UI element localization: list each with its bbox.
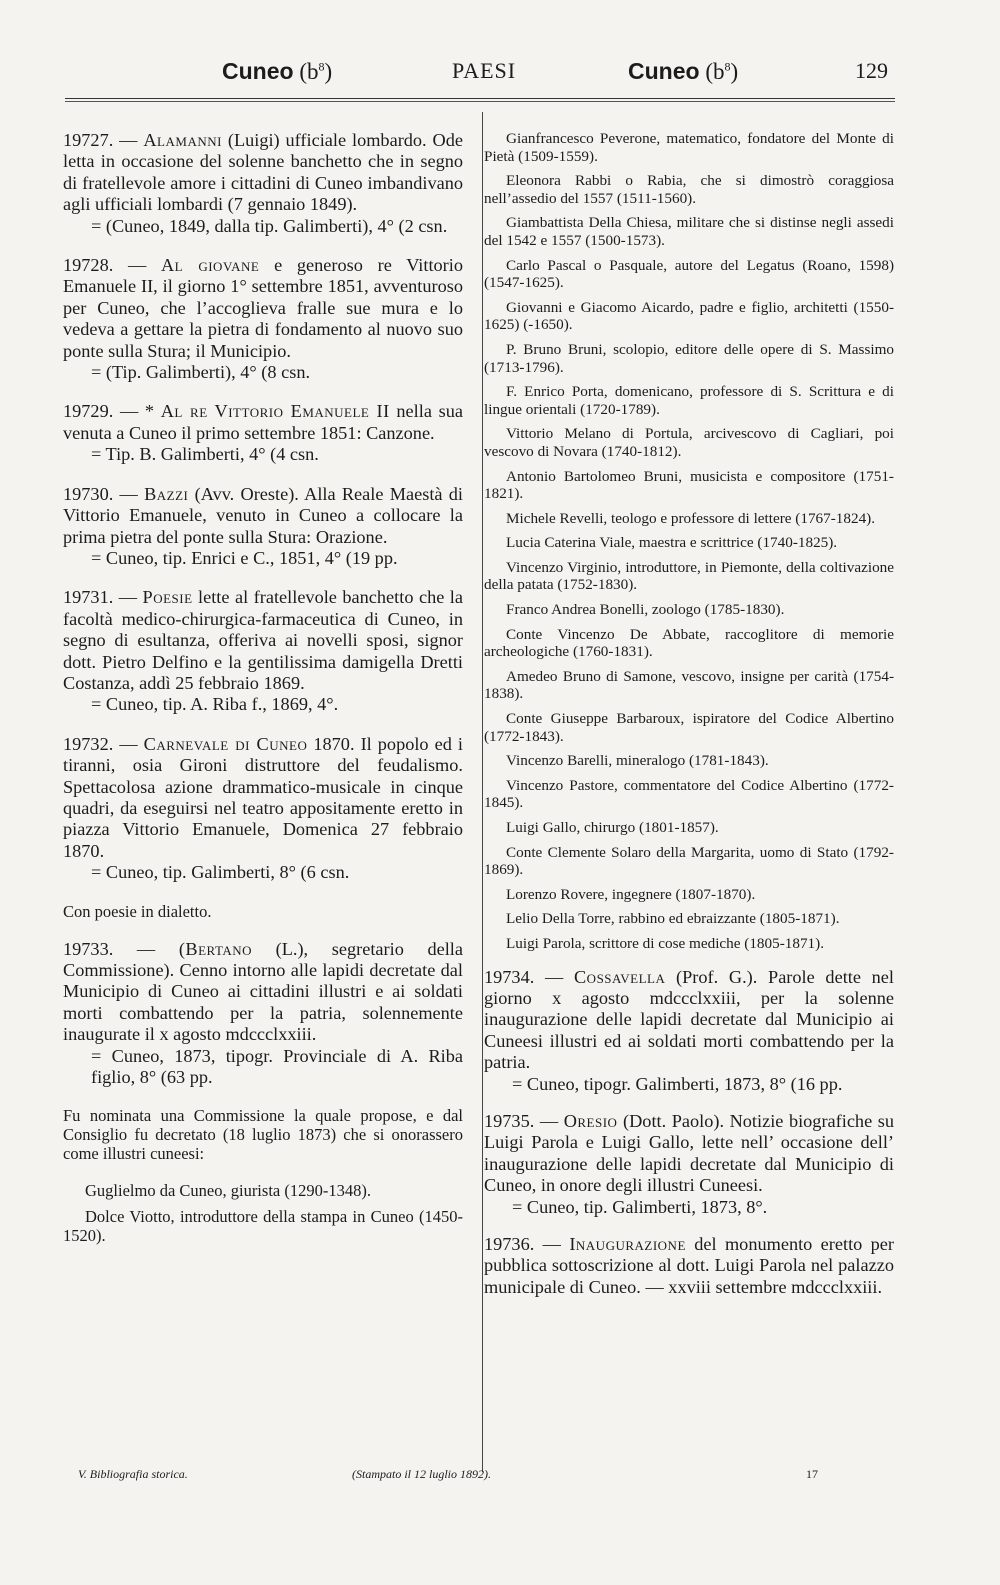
bio-item: Giovanni e Giacomo Aicardo, padre e figlio, architetti (1550-1625) (-1650). <box>484 298 894 334</box>
bio-item: Luigi Gallo, chirurgo (1801-1857). <box>506 819 719 836</box>
right-column <box>484 130 894 1314</box>
bio-item: Vincenzo Pastore, commentatore del Codice Albertino (1772-1845). <box>484 776 894 812</box>
entry: 19730. — Bazzi (Avv. Oreste). Alla Reale Maestà di Vittorio Emanuele, venuto in Cuneo a collocare la prima pietra del ponte sulla Stura: Orazione. = Cuneo, tip. Enrici e C., 1851, 4° (19 pp. <box>63 483 464 568</box>
entry-number: 19731. <box>63 587 114 608</box>
entry-text: (L.), segretario della Commissione). Cenno intorno alle lapidi decretate dal Municipio di Cuneo ai cittadini illustri e ai soldati morti combattendo per la patria, solennemente inaugurate il x agosto mdccclxxiii. <box>63 938 463 1045</box>
entry: 19728. — Al giovane e generoso re Vittorio Emanuele II, il giorno 1° settembre 1851, avventuroso per Cuneo, che l’accoglieva fralle sue mura e lo vedeva a gettare la pietra di fondamento al nuovo suo ponte sulla Stura; il Municipio. = (Tip. Galimberti), 4° (8 csn. <box>63 255 463 383</box>
header-center: PAESI <box>452 58 517 83</box>
footer-signature: 17 <box>806 1467 818 1481</box>
bio-item: Guglielmo da Cuneo, giurista (1290-1348). <box>85 1181 371 1201</box>
header-left: Cuneo $(b^8)$ <box>222 58 333 84</box>
entry-19733: 19733. — (Bertano (L.), segretario della Commissione). Cenno intorno alle lapidi decretate dal Municipio di Cuneo ai cittadini illustri e ai soldati morti combattendo per la patria, solennemente inaugurate il x agosto mdccclxxiii. = Cuneo, 1873, tipogr. Provinciale di A. Riba figlio, 8° (63 pp. <box>63 938 463 1088</box>
entry-text: e generoso re Vittorio Emanuele II, il giorno 1° settembre 1851, avventuroso per Cuneo, che l’accoglieva fralle sue mura e lo vedeva a gettare la pietra di fondamento al nuovo suo ponte sulla Stura; il Municipio. <box>63 255 463 361</box>
header-rule <box>65 98 895 99</box>
entry-imprint: = Tip. B. Galimberti, 4° (4 csn. <box>91 444 319 465</box>
bio-item: Vincenzo Virginio, introduttore, in Piemonte, della coltivazione della patata (1752-1830). <box>484 558 894 594</box>
entry-text: (Luigi) ufficiale lombardo. Ode letta in occasione del solenne banchetto che in segno di fratellevole amore i cittadini di Cuneo imbandivano agli ufficiali lombardi (7 gennaio 1849). <box>63 130 463 215</box>
entry-number: 19734. <box>484 966 535 987</box>
entry-number: 19732. <box>63 733 114 754</box>
entry-text: lette al fratellevole banchetto che la facoltà medico-chirurgica-farmaceutica di Cuneo, in segno di esultanza, offeriva ai novelli sposi, signor dott. Pietro Delfino e la gentilissima damigella Dretti Costanza, addì 25 febbraio 1869. <box>63 587 464 693</box>
bio-item: Conte Giuseppe Barbaroux, ispiratore del Codice Albertino (1772-1843). <box>484 710 894 745</box>
entry: 19727. — Alamanni (Luigi) ufficiale lombardo. Ode letta in occasione del solenne banchetto che in segno di fratellevole amore i cittadini di Cuneo imbandivano agli ufficiali lombardi (7 gennaio 1849). = (Cuneo, 1849, dalla tip. Galimberti), 4° (2 csn. <box>63 130 463 236</box>
column-divider <box>482 112 483 1472</box>
entry-text: nella sua venuta a Cuneo il primo settembre 1851: Canzone. <box>63 401 463 443</box>
bio-item: Franco Andrea Bonelli, zoologo (1785-1830). <box>506 601 785 619</box>
left-entries <box>63 130 463 884</box>
entry-heading: (Bertano <box>178 938 253 959</box>
entry-text: 1870. Il popolo ed i tiranni, osia Gironi distruttore del feudalismo. Spettacolosa azione drammatico-musicale in cinque quadri, da eseguirsi nel teatro appositamente eretto in piazza Vittorio Emanuele, Domenica 27 febbraio 1870. <box>63 733 463 861</box>
bio-item: Conte Vincenzo De Abbate, raccoglitore di memorie archeologiche (1760-1831). <box>484 625 894 661</box>
entry: 19735. — Oresio (Dott. Paolo). Notizie biografiche su Luigi Parola e Luigi Gallo, lette nell’ occasione dell’ inaugurazione delle lapidi decretate dal Municipio di Cuneo, in onore degli illustri Cuneesi. = Cuneo, tip. Galimberti, 1873, 8°. <box>484 1111 894 1217</box>
entry-imprint: = Cuneo, tip. A. Riba f., 1869, 4°. <box>91 694 339 715</box>
left-column <box>63 130 463 1252</box>
entry: 19732. — Carnevale di Cuneo 1870. Il popolo ed i tiranni, osia Gironi distruttore del feudalismo. Spettacolosa azione drammatico-musicale in cinque quadri, da eseguirsi nel teatro appositamente eretto in piazza Vittorio Emanuele, Domenica 27 febbraio 1870. = Cuneo, tip. Galimberti, 8° (6 csn. <box>63 733 463 883</box>
entry-heading: Bazzi <box>144 483 189 504</box>
bio-item: Vittorio Melano di Portula, arcivescovo di Cagliari, poi vescovo di Novara (1740-1812). <box>484 425 894 460</box>
bio-item: Michele Revelli, teologo e professore di lettere (1767-1824). <box>506 509 876 527</box>
entry-heading: Inaugurazione <box>569 1234 686 1255</box>
entry-heading: Al giovane <box>160 255 260 276</box>
right-entries <box>484 967 894 1299</box>
bio-item: Giambattista Della Chiesa, militare che si distinse negli assedi del 1542 e 1557 (1500-1573). <box>484 214 894 249</box>
entry-imprint: = Cuneo, 1873, tipogr. Provinciale di A. Riba figlio, 8° (63 pp. <box>91 1045 463 1088</box>
entry-heading: * Al re Vittorio Emanuele II <box>144 401 390 422</box>
footer-center: (Stampato il 12 luglio 1892). <box>352 1467 491 1481</box>
entry-imprint: = Cuneo, tip. Enrici e C., 1851, 4° (19 pp. <box>91 547 398 568</box>
entry-imprint: = Cuneo, tipogr. Galimberti, 1873, 8° (16 pp. <box>512 1073 843 1094</box>
bio-item: Vincenzo Barelli, mineralogo (1781-1843). <box>506 752 769 770</box>
bio-item: Luigi Parola, scrittore di cose mediche (1805-1871). <box>506 934 825 952</box>
entry-imprint: = (Tip. Galimberti), 4° (8 csn. <box>91 362 311 383</box>
bio-item: Conte Clemente Solaro della Margarita, uomo di Stato (1792-1869). <box>484 843 894 879</box>
entry-number: 19735. <box>484 1111 535 1131</box>
entry: 19734. — Cossavella (Prof. G.). Parole dette nel giorno x agosto mdccclxxiii, per la solenne inaugurazione delle lapidi decretate dal Municipio ai Cuneesi illustri ed ai soldati morti combattendo per la patria. = Cuneo, tipogr. Galimberti, 1873, 8° (16 pp. <box>484 966 895 1094</box>
entry-text: (Prof. G.). Parole dette nel giorno x agosto mdccclxxiii, per la solenne inaugurazione delle lapidi decretate dal Municipio ai Cuneesi illustri ed ai soldati morti combattendo per la patria. <box>484 966 895 1073</box>
bio-item: Gianfrancesco Peverone, matematico, fondatore del Monte di Pietà (1509-1559). <box>484 130 894 165</box>
bio-item: F. Enrico Porta, domenicano, professore di S. Scrittura e di lingue orientali (1720-1789). <box>484 383 894 418</box>
bio-item: Amedeo Bruno di Samone, vescovo, insigne per carità (1754-1838). <box>484 667 894 703</box>
entry-heading: Poesie <box>142 587 193 608</box>
bio-item: P. Bruno Bruni, scolopio, editore delle opere di S. Massimo (1713-1796). <box>484 340 894 376</box>
entry: 19736. — Inaugurazione del monumento eretto per pubblica sottoscrizione al dott. Luigi Parola nel palazzo municipale di Cuneo. — xxviii settembre mdccclxxiii. <box>484 1234 894 1297</box>
page-number: 129 <box>855 58 888 83</box>
bio-item: Lelio Della Torre, rabbino ed ebraizzante (1805-1871). <box>506 910 840 928</box>
entry-number: 19729. <box>63 401 114 422</box>
bio-item: Lorenzo Rovere, ingegnere (1807-1870). <box>506 885 756 903</box>
entry-text: (Dott. Paolo). Notizie biografiche su Luigi Parola e Luigi Gallo, lette nell’ occasione dell’ inaugurazione delle lapidi decretate dal Municipio di Cuneo, in onore degli illustri Cuneesi. <box>484 1111 894 1196</box>
entry-number: 19733. <box>63 938 114 959</box>
bio-item: Eleonora Rabbi o Rabia, che si dimostrò coraggiosa nell’assedio del 1557 (1511-1560). <box>484 172 894 207</box>
bio-item: Dolce Viotto, introduttore della stampa in Cuneo (1450-1520). <box>63 1207 463 1246</box>
header-rule-second <box>65 101 895 102</box>
entry: 19729. — * Al re Vittorio Emanuele II nella sua venuta a Cuneo il primo settembre 1851: Canzone. = Tip. B. Galimberti, 4° (4 csn. <box>63 401 463 465</box>
entry-heading: Alamanni <box>143 130 222 150</box>
running-header <box>0 58 1000 98</box>
entry-imprint: = (Cuneo, 1849, dalla tip. Galimberti), 4° (2 csn. <box>91 215 448 236</box>
entry-number: 19736. <box>484 1234 535 1255</box>
entry-text: (Avv. Oreste). Alla Reale Maestà di Vittorio Emanuele, venuto in Cuneo a collocare la prima pietra del ponte sulla Stura: Orazione. <box>63 483 464 547</box>
entry-number: 19730. <box>63 483 114 504</box>
entry-heading: Oresio <box>563 1111 618 1131</box>
bio-item: Lucia Caterina Viale, maestra e scrittrice (1740-1825). <box>506 534 838 552</box>
left-bio-list <box>63 1181 463 1245</box>
note-19732: Con poesie in dialetto. <box>63 901 212 921</box>
entry-heading: Cossavella <box>573 966 666 987</box>
entry-imprint: = Cuneo, tip. Galimberti, 1873, 8°. <box>512 1196 768 1217</box>
footer-left: V. Bibliografia storica. <box>78 1467 188 1481</box>
entry-number: 19728. <box>63 255 114 276</box>
entry-number: 19727. <box>63 130 114 150</box>
header-right: Cuneo $(b^8)$ <box>628 58 739 84</box>
entry-heading: Carnevale di Cuneo <box>143 733 308 754</box>
entry: 19731. — Poesie lette al fratellevole banchetto che la facoltà medico-chirurgica-farmaceutica di Cuneo, in segno di esultanza, offeriva ai novelli sposi, signor dott. Pietro Delfino e la gentilissima damigella Dretti Costanza, addì 25 febbraio 1869. = Cuneo, tip. A. Riba f., 1869, 4°. <box>63 587 464 715</box>
entry-imprint: = Cuneo, tip. Galimberti, 8° (6 csn. <box>91 862 350 883</box>
bio-item: Antonio Bartolomeo Bruni, musicista e compositore (1751-1821). <box>484 467 894 503</box>
note-19733: Fu nominata una Commissione la quale propose, e dal Consiglio fu decretato (18 luglio 1873) che si onorassero come illustri cuneesi: <box>63 1106 463 1164</box>
bio-item: Carlo Pascal o Pasquale, autore del Legatus (Roano, 1598) (1547-1625). <box>484 256 894 292</box>
right-bio-list <box>484 130 894 953</box>
entry-text: del monumento eretto per pubblica sottoscrizione al dott. Luigi Parola nel palazzo municipale di Cuneo. — xxviii settembre mdccclxxiii. <box>484 1234 894 1297</box>
